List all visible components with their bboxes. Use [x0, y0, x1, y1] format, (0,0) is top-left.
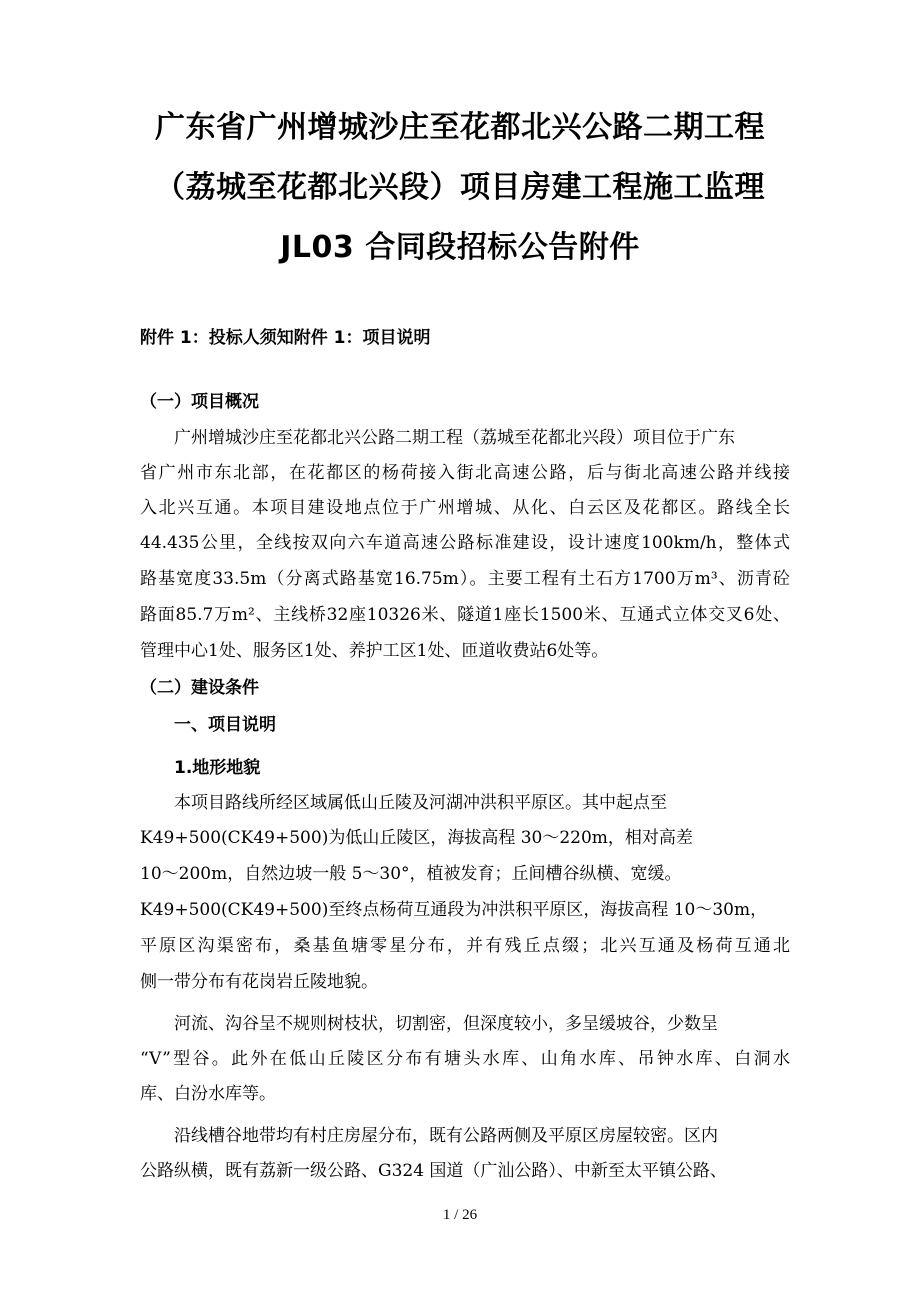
paragraph-line: 公路纵横，既有荔新一级公路、G324 国道（广汕公路）、中新至太平镇公路、: [140, 1161, 727, 1181]
paragraph-line: 管理中心1处、服务区1处、养护工区1处、匝道收费站6处等。: [140, 641, 609, 661]
paragraph-line: 库、白汾水库等。: [140, 1084, 276, 1104]
paragraph-line: 平原区沟渠密布，桑基鱼塘零星分布，并有残丘点缀；北兴互通及杨荷互通北: [140, 936, 790, 956]
paragraph-line: 10～200m，自然边坡一般 5～30°，植被发育；丘间槽谷纵横、宽缓。: [140, 864, 682, 884]
paragraph-line: 沿线槽谷地带均有村庄房屋分布，既有公路两侧及平原区房屋较密。区内: [174, 1126, 718, 1146]
paragraph-line: 省广州市东北部，在花都区的杨荷接入街北高速公路，后与街北高速公路并线接: [140, 463, 790, 483]
paragraph-line: K49+500(CK49+500)为低山丘陵区，海拔高程 30～220m，相对高差: [140, 828, 693, 848]
document-title-line-1: 广东省广州增城沙庄至花都北兴公路二期工程: [155, 110, 765, 145]
document-title-line-2: （荔城至花都北兴段）项目房建工程施工监理: [155, 170, 765, 205]
paragraph-line: 44.435公里，全线按双向六车道高速公路标准建设，设计速度100km/h，整体式: [140, 533, 790, 553]
paragraph-line: 路面85.7万m²、主线桥32座10326米、隧道1座长1500米、互通式立体交叉6处、: [140, 605, 790, 625]
section-heading-conditions: （二）建设条件: [140, 678, 259, 698]
subsection-heading: 一、项目说明: [174, 715, 276, 735]
paragraph-line: 侧一带分布有花岗岩丘陵地貌。: [140, 972, 378, 992]
paragraph-line: 入北兴互通。本项目建设地点位于广州增城、从化、白云区及花都区。路线全长: [140, 498, 790, 518]
item-heading-terrain: 1.地形地貌: [174, 758, 261, 778]
attachment-heading: 附件 1：投标人须知附件 1：项目说明: [140, 328, 431, 348]
document-title-line-3: JL03 合同段招标公告附件: [280, 230, 640, 265]
page-number: 1 / 26: [442, 1207, 478, 1223]
paragraph-line: K49+500(CK49+500)至终点杨荷互通段为冲洪积平原区，海拔高程 10～30m，: [140, 900, 768, 920]
paragraph-line: 本项目路线所经区域属低山丘陵及河湖冲洪积平原区。其中起点至: [174, 793, 667, 813]
paragraph-line: 广州增城沙庄至花都北兴公路二期工程（荔城至花都北兴段）项目位于广东: [174, 428, 735, 448]
paragraph-line: 河流、沟谷呈不规则树枝状，切割密，但深度较小，多呈缓坡谷，少数呈: [174, 1014, 718, 1034]
paragraph-line: 路基宽度33.5m（分离式路基宽16.75m）。主要工程有土石方1700万m³、沥青砼: [140, 569, 790, 589]
section-heading-overview: （一）项目概况: [140, 392, 259, 412]
paragraph-line: “V”型谷。此外在低山丘陵区分布有塘头水库、山角水库、吊钟水库、白洞水: [140, 1049, 790, 1069]
